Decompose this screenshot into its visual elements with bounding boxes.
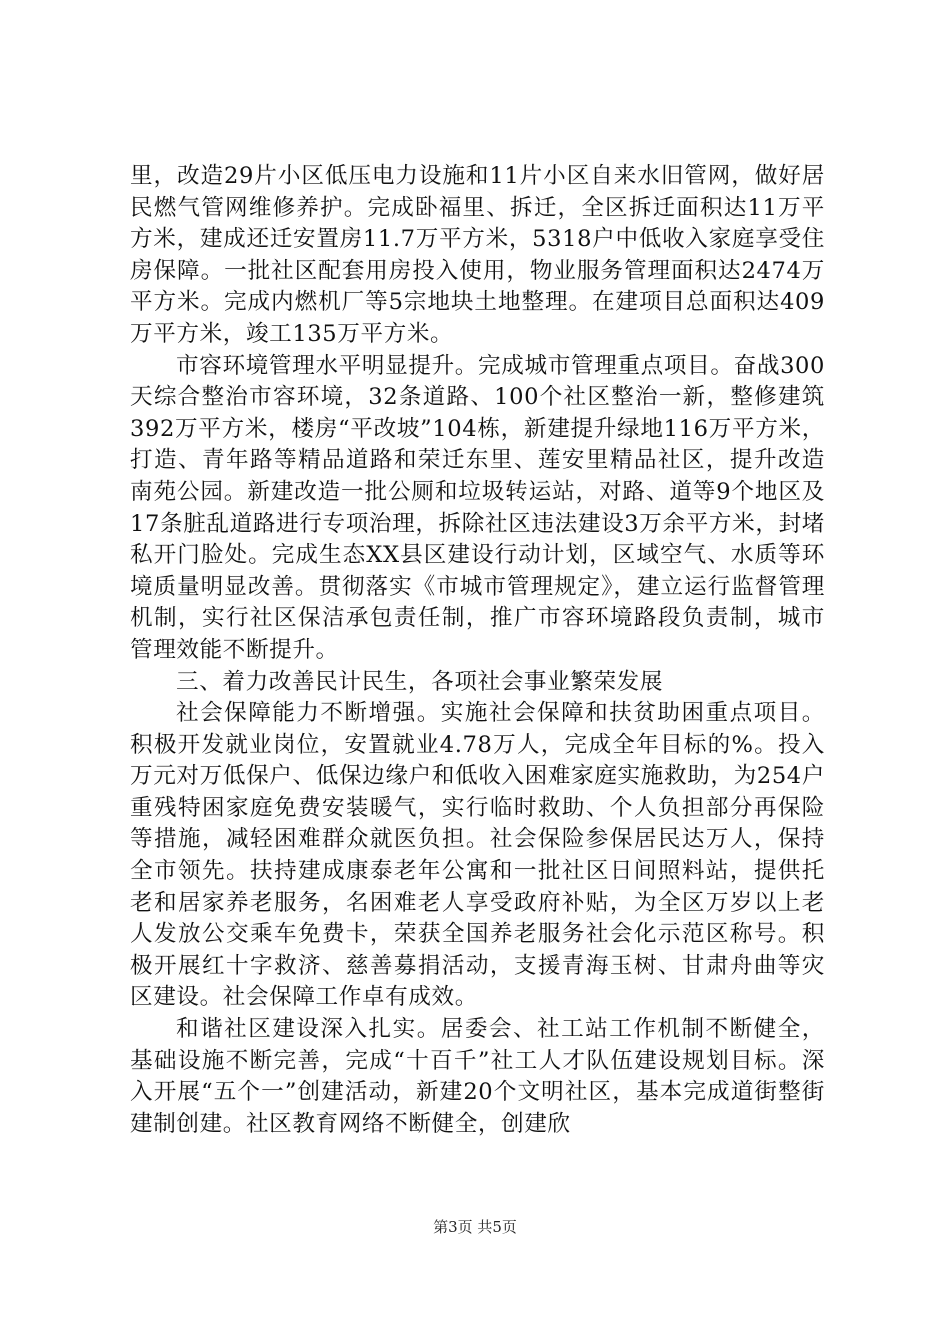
document-body	[130, 161, 825, 1140]
paragraph-housing: 里，改造29片小区低压电力设施和11片小区自来水旧管网，做好居民燃气管网维修养护。完成卧福里、拆迁，全区拆迁面积达11万平方米，建成还迁安置房11.7万平方米，5318户中低收入家庭享受住房保障。一批社区配套用房投入使用，物业服务管理面积达2474万平方米。完成内燃机厂等5宗地块土地整理。在建项目总面积达409万平方米，竣工135万平方米。	[130, 163, 825, 347]
page-number-footer: 第3页 共5页	[433, 1218, 517, 1236]
paragraph-social-security: 社会保障能力不断增强。实施社会保障和扶贫助困重点项目。积极开发就业岗位，安置就业4.78万人，完成全年目标的%。投入万元对万低保户、低保边缘户和低收入困难家庭实施救助，为254户重残特困家庭免费安装暖气，实行临时救助、个人负担部分再保险等措施，减轻困难群众就医负担。社会保险参保居民达万人，保持全市领先。扶持建成康泰老年公寓和一批社区日间照料站，提供托老和居家养老服务，名困难老人享受政府补贴，为全区万岁以上老人发放公交乘车免费卡，荣获全国养老服务社会化示范区称号。积极开展红十字救济、慈善募捐活动，支援青海玉树、甘肃舟曲等灾区建设。社会保障工作卓有成效。	[130, 700, 825, 1011]
paragraph-community-building: 和谐社区建设深入扎实。居委会、社工站工作机制不断健全，基础设施不断完善，完成“十百千”社工人才队伍建设规划目标。深入开展“五个一”创建活动，新建20个文明社区，基本完成道街整街建制创建。社区教育网络不断健全，创建欣	[130, 1016, 825, 1137]
paragraph-city-environment: 市容环境管理水平明显提升。完成城市管理重点项目。奋战300天综合整治市容环境，32条道路、100个社区整治一新，整修建筑392万平方米，楼房“平改坡”104栋，新建提升绿地116万平方米，打造、青年路等精品道路和荣迁东里、莲安里精品社区，提升改造南苑公园。新建改造一批公厕和垃圾转运站，对路、道等9个地区及17条脏乱道路进行专项治理，拆除社区违法建设3万余平方米，封堵私开门脸处。完成生态XX县区建设行动计划，区域空气、水质等环境质量明显改善。贯彻落实《市城市管理规定》，建立运行监督管理机制，实行社区保洁承包责任制，推广市容环境路段负责制，城市管理效能不断提升。	[130, 352, 825, 663]
section-heading-livelihood: 三、着力改善民计民生，各项社会事业繁荣发展	[176, 668, 664, 695]
